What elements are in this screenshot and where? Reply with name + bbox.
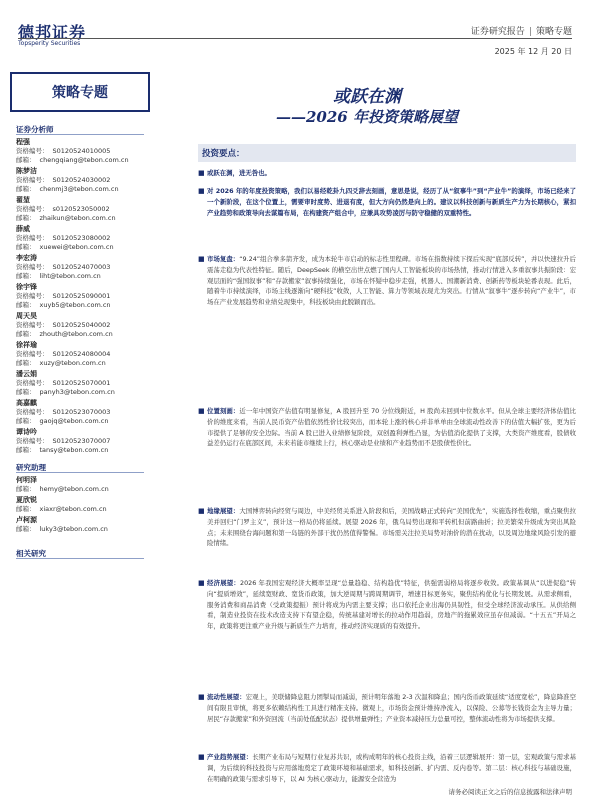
analyst-name: 谭诗吟	[16, 428, 37, 436]
analyst-entry	[16, 341, 146, 369]
bullet-icon: ■	[198, 753, 205, 761]
analyst-cert: S0120524070003	[52, 263, 111, 272]
related-research-heading: 相关研究	[16, 549, 46, 558]
analyst-name: 陈梦洁	[16, 167, 37, 175]
key-points-header	[198, 144, 576, 162]
analyst-name: 程强	[16, 138, 30, 146]
header-divider	[18, 38, 572, 39]
analyst-email-label: 邮箱：	[16, 272, 36, 281]
analyst-email[interactable]: panyh3@tebon.com.cn	[39, 388, 115, 397]
assistant-email[interactable]: luky3@tebon.com.cn	[39, 525, 108, 534]
analyst-cert-label: 资格编号：	[16, 147, 49, 156]
paragraph-text: 宏观上，美联储降息阻力团掣局而减弱，预计明年落地 2-3 次温和降息；国内货币政策延续“适度宽松”，降息降准空间有限且审慎，将更多依赖结构性工具进行精准支持。微观上，市场资金预计维持净流入，以保险、公募等长钱资金为主导力量；居民“存款搬家”和外资回流（当前处低配状态）提供增量弹性；产业资本减持压力总量可控，整体流动性将为市场提供支撑。	[207, 693, 576, 723]
analyst-cert: S0120524030002	[52, 176, 111, 185]
doc-date: 2025 年 12 月 20 日	[494, 47, 572, 56]
analyst-entry	[16, 399, 146, 427]
key-point-paragraph	[198, 168, 576, 179]
paragraph-text: 对 2026 年的年度投资策略，我们以易经乾卦九四爻辞去刻画，意思是说，经历了从“叙事牛”到“产业牛”的演绎，市场已经来了一个新阶段，在这个位置上，需要审时度势、进退有度，但大方向仍然是向上的。建议以科技创新与新质生产力为长期核心，紧扣产业趋势和政策导向去谋篇布局，在构建资产组合中，应兼具攻势凌厉与防守稳健的双重特性。	[207, 187, 576, 217]
analyst-entry	[16, 283, 146, 311]
paragraph-text: “9.24”组合拳多箭齐发，成为本轮牛市启动的标志性里程碑。市场在指数持续下探后实现“底部反转”，并以快速拉升后震荡走稳为代表性特征。随后，DeepSeek 的横空出世点燃了国内人工智能板块的市场热情，推动行情进入多重叙事共振阶段：宏观层面的“强国叙事”和“存款搬家”叙事持续强化，市场在怀疑中稳步走强，机器人、国潮新消费、创新药等板块轮番表现。此后，随着牛市持续演绎，市场主线逐渐向“硬科技”收敛，人工智能、算力等领域表现尤为突出。行情从“叙事牛”逐步转向“产业牛”，市场在产业发展趋势和业绩兑现集中，科技板块由此脱颖而出。	[207, 255, 576, 307]
analyst-cert-label: 资格编号：	[16, 205, 49, 214]
analyst-cert: S0120523070003	[52, 408, 111, 417]
analyst-email-label: 邮箱：	[16, 388, 36, 397]
assistant-name: 夏欣锐	[16, 496, 37, 504]
paragraph-lead: 位置刻画：	[207, 407, 240, 415]
analyst-email-label: 邮箱：	[16, 185, 36, 194]
analyst-cert-label: 资格编号：	[16, 321, 49, 330]
analyst-email[interactable]: chengqiang@tebon.com.cn	[39, 156, 129, 165]
analyst-email[interactable]: xuzy@tebon.com.cn	[39, 359, 106, 368]
paragraph-lead: 产业趋势展望：	[207, 753, 253, 761]
analyst-name: 徐祥瑜	[16, 341, 37, 349]
analyst-entry	[16, 196, 146, 224]
paragraph-text: 2026 年我国宏观经济大概率呈现“总量趋稳、结构趋优”特征，供强需弱格局将逐步收敛。政策基调从“以进促稳”转向“提质增效”，延续宽财政、宽货币政策，加大逆周期与跨周期调节，增速目标更务实，聚焦结构优化与长期发展。从需求侧看，服务消费和商品消费（受政策提振）预计将成为内需主要支撑；出口依托企业出海仍具韧性，但受全球经济波动承压。从供给侧看，制造业投资在技术改造支持下有望企稳，传统基建对增长的拉动作用趋弱，房地产的拖累效应虽存但减弱。“十五五”开局之年，政策将更注重产业升级与新质生产力培育，推动经济实现质的有效提升。	[207, 579, 577, 631]
main-content	[158, 72, 576, 800]
key-point-paragraph	[198, 578, 576, 632]
sidebar-title-box	[10, 72, 150, 112]
bullet-icon: ■	[198, 507, 205, 515]
sidebar	[10, 72, 150, 800]
analyst-name: 薛威	[16, 225, 30, 233]
analyst-cert-label: 资格编号：	[16, 379, 49, 388]
bullet-icon: ■	[198, 579, 205, 587]
assistant-entry	[16, 516, 146, 534]
paragraph-lead: 流动性展望：	[207, 693, 246, 701]
analyst-email[interactable]: zhouth@tebon.com.cn	[39, 330, 113, 339]
analyst-email-label: 邮箱：	[16, 446, 36, 455]
assistant-name: 卢柯源	[16, 516, 37, 524]
analyst-name: 李宏涛	[16, 254, 37, 262]
page-header	[0, 0, 600, 70]
analyst-email[interactable]: zhaikun@tebon.com.cn	[39, 214, 116, 223]
analyst-cert-label: 资格编号：	[16, 292, 49, 301]
assistant-email[interactable]: xiaxr@tebon.com.cn	[39, 505, 107, 514]
key-point-paragraph	[198, 406, 576, 449]
analyst-name: 翟堃	[16, 196, 30, 204]
company-logo-en: Topsperity Securities	[18, 40, 81, 47]
analyst-email[interactable]: tansy@tebon.com.cn	[39, 446, 109, 455]
analyst-email-label: 邮箱：	[16, 156, 36, 165]
key-point-paragraph	[198, 752, 576, 784]
analyst-entry	[16, 225, 146, 253]
analyst-cert-label: 资格编号：	[16, 437, 49, 446]
doc-column: 策略专题	[535, 27, 572, 37]
analyst-email-label: 邮箱：	[16, 243, 36, 252]
analyst-cert: S0120524010005	[52, 147, 111, 156]
assistant-email-label: 邮箱：	[16, 505, 36, 514]
analyst-cert-label: 资格编号：	[16, 234, 49, 243]
company-logo: 德邦证券	[18, 23, 87, 42]
analyst-email-label: 邮箱：	[16, 417, 36, 426]
analyst-entry	[16, 167, 146, 195]
doc-type-label: 证券研究报告	[470, 27, 525, 37]
paragraph-lead: 地缘展望：	[207, 507, 240, 515]
doc-type-separator: |	[528, 27, 532, 37]
analyst-name: 高嘉麒	[16, 399, 37, 407]
report-title: 或跃在渊	[333, 87, 401, 107]
report-subtitle: ——2026 年投资策略展望	[276, 108, 458, 126]
analyst-cert-label: 资格编号：	[16, 350, 49, 359]
paragraph-lead: 经济展望：	[207, 579, 241, 587]
footer-disclaimer: 请务必阅读正文之后的信息披露和法律声明	[448, 788, 572, 796]
assistant-email[interactable]: hemy@tebon.com.cn	[39, 485, 109, 494]
paragraph-text: 近一年中国资产估值有明显修复，A 股回升至 70 分位线附近，H 股尚未回到中位数水平。但从全球主要经济体估值比价的维度来看，当前人民币资产估值依然性价比较突出，而本轮上涨的核心并非单单由全球流动性改善下的估值大幅扩张，更为后市提供了足够的安全边际。当前 A 股已进入业绩修复阶段，双创盈利弹性凸显，为估值消化提供了支撑，大类资产维度看，股债收益差仍运行在底部区间，未来若能市继续上行，核心驱动是业绩和产业趋势而不是股债性价比。	[207, 407, 576, 448]
bullet-icon: ■	[198, 693, 205, 701]
analyst-entry	[16, 254, 146, 282]
analyst-email-label: 邮箱：	[16, 330, 36, 339]
assistant-name: 何明泽	[16, 476, 37, 484]
assistant-entry	[16, 476, 146, 494]
analysts-heading-divider	[16, 134, 144, 135]
analyst-email[interactable]: xuyb5@tebon.com.cn	[39, 301, 111, 310]
key-point-paragraph	[198, 254, 576, 308]
analyst-cert: S0120523080002	[52, 234, 111, 243]
related-research-divider	[16, 558, 144, 559]
analyst-entry	[16, 428, 146, 456]
analyst-email[interactable]: chenmj3@tebon.com.cn	[39, 185, 119, 194]
key-point-paragraph	[198, 186, 576, 218]
analyst-email[interactable]: xuewei@tebon.com.cn	[39, 243, 114, 252]
analyst-entry	[16, 138, 146, 166]
analyst-cert: s0120523050002	[52, 205, 110, 214]
assistant-email-label: 邮箱：	[16, 525, 36, 534]
analyst-cert: S0120525070001	[52, 379, 111, 388]
paragraph-text: 大国博弈转向经贸与周边，中美经贸关系进入阶段和后，美国战略正式转向“美国优先”，实施选择性收缩，重点聚焦拉美并回归“门罗主义”，预计这一格局仍将延续。展望 2026 年，俄乌局势出现和平转机但前路曲折；拉美繁荣升级成为突出风险点；未来围绕台海问题和第一岛链的外部干扰仍然值得警惕。市场需关注拉美局势对油价的潜在扰动，以及周边地缘风险引发的避险情绪。	[207, 507, 577, 548]
analyst-cert: S0120525040002	[52, 321, 111, 330]
analyst-name: 潘云娟	[16, 370, 37, 378]
bullet-icon: ■	[198, 407, 205, 415]
analyst-cert-label: 资格编号：	[16, 408, 49, 417]
analyst-cert: S0120523070007	[52, 437, 111, 446]
assistants-heading: 研究助理	[16, 463, 46, 472]
paragraph-lead: 市场复盘：	[207, 255, 240, 263]
key-point-paragraph	[198, 506, 576, 549]
analyst-entry	[16, 370, 146, 398]
analyst-cert-label: 资格编号：	[16, 176, 49, 185]
analyst-email-label: 邮箱：	[16, 301, 36, 310]
analyst-cert: S0120524080004	[52, 350, 111, 359]
analyst-email[interactable]: liht@tebon.com.cn	[39, 272, 101, 281]
bullet-icon: ■	[198, 255, 205, 263]
assistants-heading-divider	[16, 472, 144, 473]
bullet-icon: ■	[198, 187, 205, 195]
analyst-cert: S0120525090001	[52, 292, 111, 301]
analyst-name: 徐宇锋	[16, 283, 37, 291]
paragraph-text: 或跃在渊，进无咎也。	[207, 169, 271, 177]
assistant-entry	[16, 496, 146, 514]
analyst-cert-label: 资格编号：	[16, 263, 49, 272]
analyst-entry	[16, 312, 146, 340]
bullet-icon: ■	[198, 169, 205, 177]
key-point-paragraph	[198, 692, 576, 724]
sidebar-title: 策略专题	[52, 85, 108, 101]
key-points-label: 投资要点：	[202, 149, 245, 159]
assistant-email-label: 邮箱：	[16, 485, 36, 494]
analyst-email[interactable]: gaojq@tebon.com.cn	[39, 417, 109, 426]
paragraph-text: 长期产业布局与短期行业复苏共识，或构成明年的核心投资主线，沿着三层逻辑展开：第一层，宏观政策与需求基调，为后续的科技投资与应用落地奠定了政策环境和基础需求，如科技创新、扩内需、反内卷等。第二层：核心科技与基础设施，在明确的政策与需求引导下，以 AI 为核心驱动力，能源安全营造为	[207, 753, 576, 783]
analyst-email-label: 邮箱：	[16, 359, 36, 368]
doc-type	[471, 24, 572, 37]
analyst-email-label: 邮箱：	[16, 214, 36, 223]
analyst-name: 周天昊	[16, 312, 37, 320]
analysts-heading: 证券分析师	[16, 125, 54, 134]
